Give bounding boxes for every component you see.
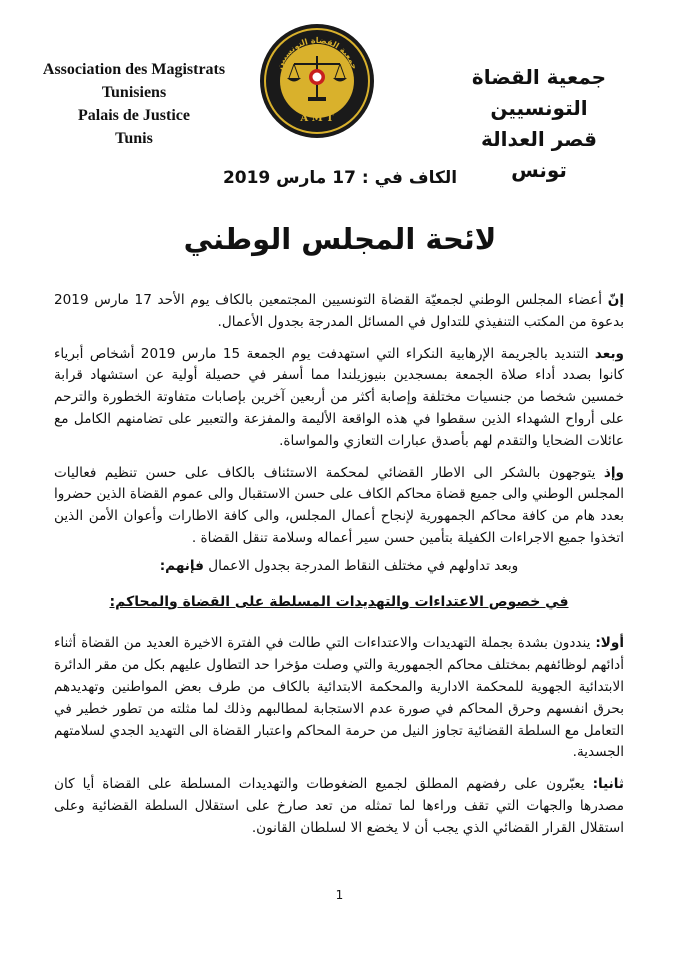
item-lead: أولا: (595, 635, 624, 652)
paragraph-text: التنديد بالجريمة الإرهابية النكراء التي استهدفت يوم الجمعة 15 مارس 2019 أشخاص أبرياء كانوا بصدد أداء صلاة الجمعة بمسجدين بنيوزيلندا مما أسفر في حصيلة أولية عن استشهاد قرابة خمسين شخصا من جنسيات مختلفة وإصابة أكثر من أربعين آخرين بإصابات متفاوتة الخطورة والترحم على أرواح الشهداء الذين سقطوا في هذه الواقعة الأليمة والمفزعة والتعبير على تضامنهم الكامل مع عائلات الضحايا والتقدم لهم بأصدق عبارات التعازي والمواساة. (54, 345, 624, 449)
header-french-line: Association des Magistrats (42, 61, 226, 78)
page-number: 1 (335, 888, 344, 902)
document-title: لائحة المجلس الوطني (183, 222, 497, 256)
section-heading: في خصوص الاعتداءات والتهديدات المسلطة على القضاة والمحاكم: (109, 593, 569, 610)
item-text: ينددون بشدة بجملة التهديدات والاعتداءات التي طالت في الفترة الاخيرة العديد من القضاة أثناء أدائهم لوظائفهم بمختلف محاكم الجمهورية والتي وصلت مؤخرا حد التطاول عليهم بكل من مقر الدائرة الابتدائية الجهوية للمحكمة الادارية والمحكمة الابتدائية بالكاف من طرف بعض المواطنين وتهديدهم بحرق انفسهم وحرق المحاكم في صورة عدم الاستجابة لمطالبهم وذلك لما مثلته من تطور خطير في التعامل مع السلطة القضائية تجاوز النيل من حرمة المحاكم واعتبار القضاة الى التهديد الجدي لسلامتهم الجسدية. (54, 635, 624, 761)
header-french-block (14, 58, 254, 150)
paragraph-lead: وبعد (594, 345, 625, 362)
closing-line (54, 556, 624, 578)
header-french-line: Tunisiens (101, 84, 167, 101)
header-arabic-line: جمعية القضاة التونسيين (471, 65, 607, 120)
paragraph (54, 463, 624, 550)
header-arabic-line: قصر العدالة (481, 127, 597, 151)
numbered-item (54, 774, 624, 839)
header-french-line: Tunis (115, 130, 153, 147)
paragraph-lead: إنّ (607, 292, 624, 308)
header-french-line: Palais de Justice (78, 107, 190, 124)
item-text: يعبّرون على رفضهم المطلق لجميع الضغوطات والتهديدات المسلطة على القضاة أيا كان مصدرها والجهات التي تقف وراءها لما تمثله من تعد صارخ على استقلال السلطة القضائية وعلى استقلال القرار القضائي الذي يجب أن لا يخضع الا لسلطان القانون. (54, 776, 624, 836)
paragraph-text: أعضاء المجلس الوطني لجمعيّة القضاة التونسيين المجتمعين بالكاف يوم الأحد 17 مارس 2019 بدعوة من المكتب التنفيذي للتداول في المسائل المدرجة بجدول الأعمال. (54, 292, 624, 330)
paragraph (54, 344, 624, 453)
paragraph-lead: وإذ (603, 464, 624, 481)
association-logo (258, 18, 376, 144)
paragraph-text: يتوجهون بالشكر الى الاطار القضائي لمحكمة الاستئناف بالكاف على حسن تنظيم فعاليات المجلس الوطني والى جميع قضاة محاكم الكاف على حسن الاستقبال والى عموم القضاة الذين حضروا بعدد هام من كافة محاكم الجمهورية لإنجاح أعمال المجلس، والى كافة الاطارات وأعوان الأمن الذين اتخذوا جميع الاجراءات الكفيلة بتأمين حسن سير أعماله وسلامة تنقل القضاة . (54, 464, 624, 546)
document-date: الكاف في : 17 مارس 2019 (222, 168, 458, 188)
logo-letters: A M T (300, 113, 334, 124)
paragraph (54, 290, 624, 334)
closing-line-text: وبعد تداولهم في مختلف النقاط المدرجة بجدول الاعمال (203, 557, 519, 574)
item-lead: ثانيا: (592, 776, 624, 793)
document-body (54, 290, 624, 850)
closing-line-lead: فإنهم: (159, 557, 204, 574)
logo-arc-text: جمعية القضاة التونسيين (274, 35, 360, 71)
header-arabic-line: تونس (511, 158, 567, 182)
numbered-item (54, 633, 624, 764)
tunisia-flag-icon (309, 69, 325, 85)
